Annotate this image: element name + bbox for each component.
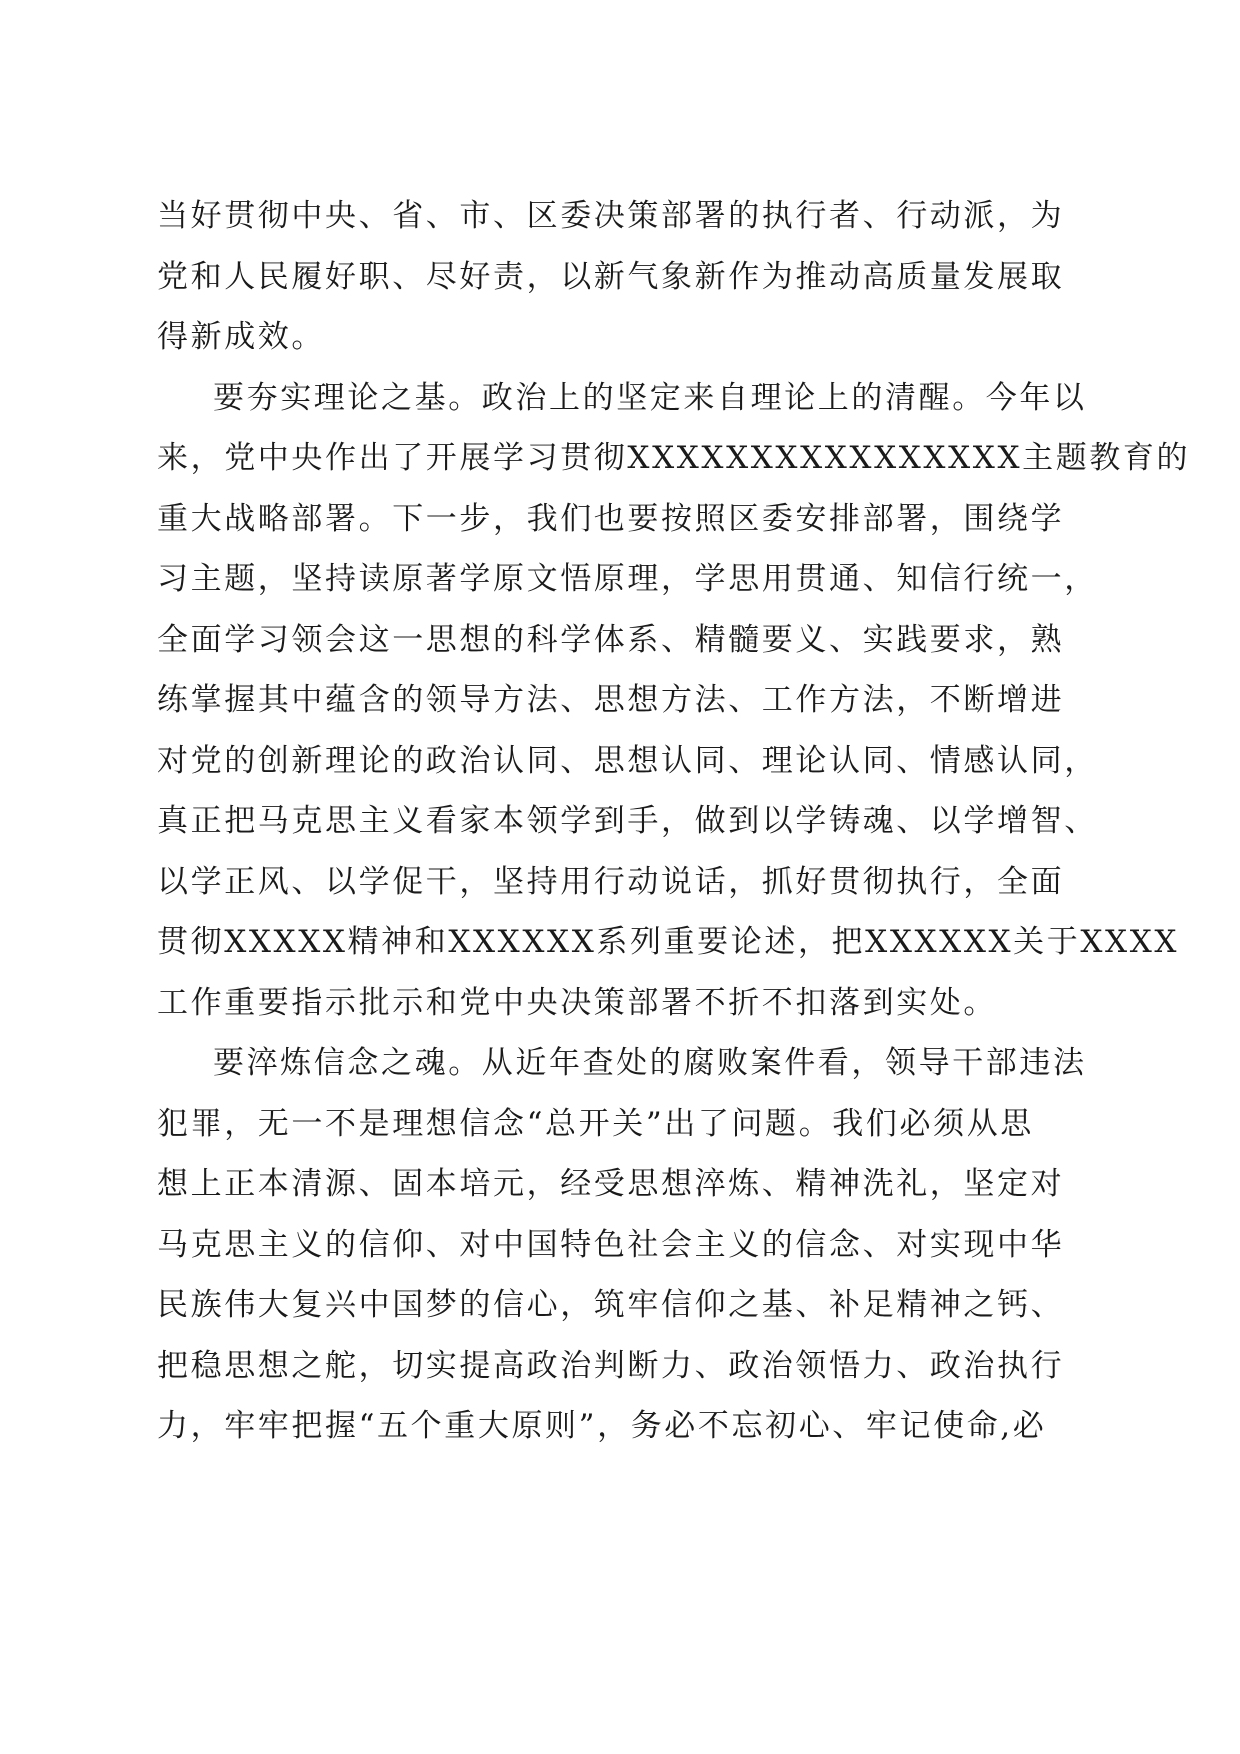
text-line: 党和人民履好职、尽好责，以新气象新作为推动高质量发展取 (157, 258, 1065, 295)
text-line: 习主题，坚持读原著学原文悟原理，学思用贯通、知信行统一， (157, 561, 1098, 597)
text-line: 重大战略部署。下一步，我们也要按照区委安排部署，围绕学 (157, 500, 1065, 537)
text-line: 以学正风、以学促干，坚持用行动说话，抓好贯彻执行，全面 (157, 863, 1065, 900)
paragraph-start-line: 要夯实理论之基。政治上的坚定来自理论上的清醒。今年以 (213, 379, 1087, 416)
text-line: 得新成效。 (157, 319, 325, 355)
text-line: 力，牢牢把握“五个重大原则”，务必不忘初心、牢记使命,必 (157, 1408, 1047, 1444)
paragraph-start-line: 要淬炼信念之魂。从近年查处的腐败案件看，领导干部违法 (213, 1045, 1087, 1081)
text-line: 真正把马克思主义看家本领学到手，做到以学铸魂、以学增智、 (157, 803, 1098, 839)
text-line: 贯彻XXXXX精神和XXXXXX系列重要论述，把XXXXXX关于XXXX (157, 924, 1180, 960)
text-line: 当好贯彻中央、省、市、区委决策部署的执行者、行动派，为 (157, 198, 1065, 234)
text-line: 民族伟大复兴中国梦的信心，筑牢信仰之基、补足精神之钙、 (157, 1287, 1065, 1323)
text-line: 犯罪，无一不是理想信念“总开关”出了问题。我们必须从思 (157, 1105, 1034, 1142)
text-line: 把稳思想之舵，切实提高政治判断力、政治领悟力、政治执行 (157, 1347, 1065, 1384)
text-line: 来，党中央作出了开展学习贯彻XXXXXXXXXXXXXXXX主题教育的 (157, 440, 1191, 476)
text-line: 全面学习领会这一思想的科学体系、精髓要义、实践要求，熟 (157, 621, 1065, 658)
text-line: 马克思主义的信仰、对中国特色社会主义的信念、对实现中华 (157, 1226, 1065, 1263)
body-text (157, 186, 1191, 1457)
text-line: 工作重要指示批示和党中央决策部署不折不扣落到实处。 (157, 984, 997, 1021)
text-line: 对党的创新理论的政治认同、思想认同、理论认同、情感认同， (157, 742, 1098, 779)
text-line: 练掌握其中蕴含的领导方法、思想方法、工作方法，不断增进 (157, 682, 1065, 718)
text-line: 想上正本清源、固本培元，经受思想淬炼、精神洗礼，坚定对 (157, 1166, 1065, 1202)
